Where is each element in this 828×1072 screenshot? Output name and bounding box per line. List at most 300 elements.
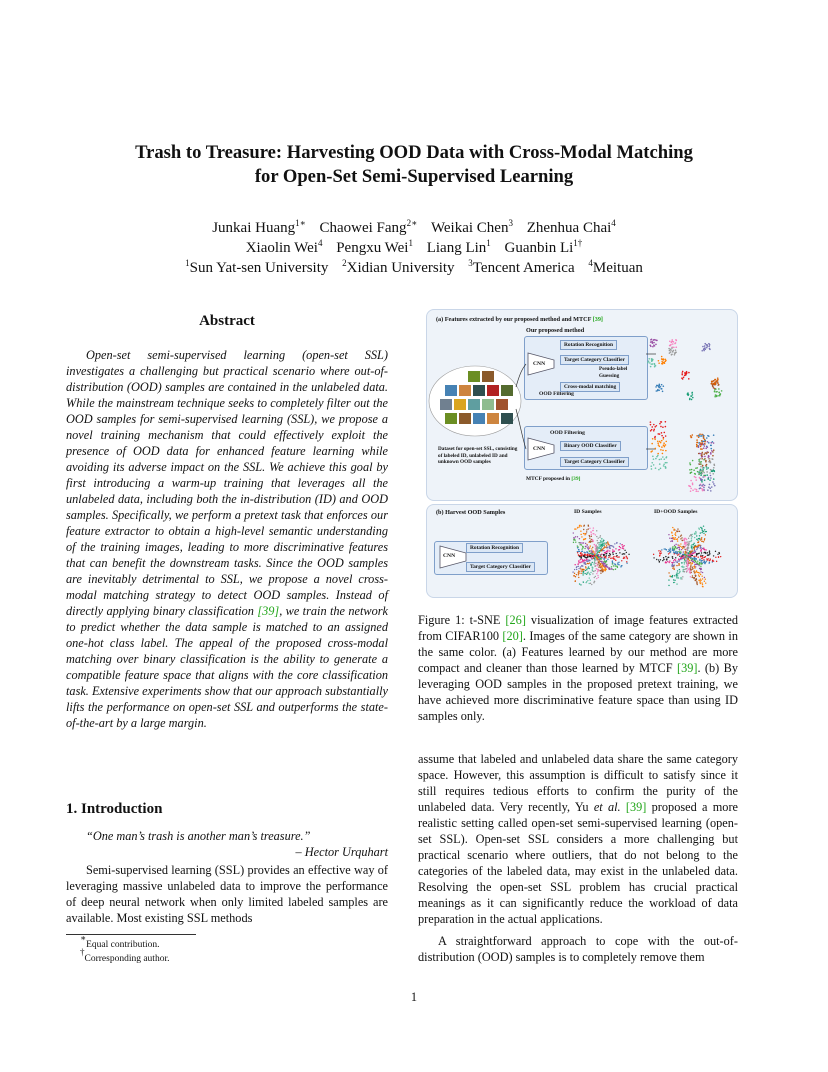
tsne-point [615, 548, 616, 549]
tsne-point [653, 430, 655, 432]
tsne-point [681, 546, 682, 547]
tsne-point [626, 561, 627, 562]
tsne-point [588, 553, 589, 554]
target-classifier-box: Target Category Classifier [466, 562, 535, 572]
tsne-point [623, 558, 624, 559]
tsne-point [614, 563, 615, 564]
tsne-point [695, 555, 696, 556]
tsne-point [615, 568, 616, 569]
tsne-point [575, 542, 576, 543]
tsne-point [699, 529, 700, 530]
tsne-point [699, 544, 700, 545]
tsne-point [657, 440, 659, 442]
tsne-point [689, 553, 690, 554]
tsne-point [672, 546, 673, 547]
tsne-point [708, 554, 709, 555]
tsne-point [718, 556, 719, 557]
tsne-point [624, 557, 625, 558]
tsne-point [670, 541, 671, 542]
mtcf-note: MTCF proposed in [39] [526, 476, 581, 482]
tsne-point [593, 551, 594, 552]
tsne-point [702, 586, 703, 587]
tsne-point [650, 339, 652, 341]
tsne-point [701, 568, 702, 569]
tsne-point [575, 536, 576, 537]
tsne-point [696, 549, 697, 550]
tsne-point [674, 565, 675, 566]
tsne-point [608, 557, 609, 558]
tsne-point [706, 466, 708, 468]
tsne-point [688, 545, 689, 546]
citation-link[interactable]: [39] [592, 316, 603, 323]
tsne-point [675, 544, 676, 545]
cnn-label: CNN [443, 553, 456, 559]
author: Liang Lin$^1$ [426, 238, 491, 256]
tsne-point [674, 546, 675, 547]
tsne-point [681, 374, 683, 376]
tsne-point [672, 350, 674, 352]
tsne-point [695, 572, 696, 573]
tsne-point [621, 565, 622, 566]
tsne-point [586, 554, 587, 555]
tsne-point [658, 469, 660, 471]
tsne-point [589, 560, 590, 561]
citation-link[interactable]: [39] [620, 800, 647, 814]
tsne-point [578, 572, 579, 573]
tsne-point [668, 579, 669, 580]
tsne-point [595, 552, 596, 553]
tsne-point [665, 444, 667, 446]
tsne-point [709, 479, 711, 481]
tsne-point [614, 565, 615, 566]
tsne-point [617, 562, 618, 563]
tsne-point [702, 578, 703, 579]
tsne-point [720, 556, 721, 557]
tsne-point [709, 488, 711, 490]
tsne-point [693, 469, 695, 471]
tsne-point [675, 560, 676, 561]
tsne-point [609, 568, 610, 569]
tsne-point [706, 558, 707, 559]
tsne-point [709, 550, 710, 551]
tsne-point [584, 533, 585, 534]
tsne-point [677, 540, 678, 541]
tsne-point [703, 541, 704, 542]
tsne-point [704, 345, 706, 347]
tsne-point [713, 560, 714, 561]
tsne-point [706, 560, 707, 561]
tsne-point [704, 441, 706, 443]
tsne-point [606, 566, 607, 567]
tsne-point [592, 547, 593, 548]
author: Pengxu Wei$^1$ [336, 238, 413, 256]
tsne-point [663, 458, 665, 460]
tsne-point [585, 564, 586, 565]
tsne-point [671, 354, 673, 356]
tsne-point [581, 536, 582, 537]
tsne-point [648, 358, 650, 360]
tsne-point [701, 558, 702, 559]
tsne-point [686, 560, 687, 561]
tsne-point [604, 554, 605, 555]
tsne-point [580, 542, 581, 543]
tsne-point [672, 547, 673, 548]
tsne-point [583, 542, 584, 543]
tsne-point [715, 557, 716, 558]
tsne-point [606, 547, 607, 548]
tsne-point [667, 561, 668, 562]
tsne-point [703, 472, 705, 474]
tsne-point [696, 539, 697, 540]
tsne-point [685, 543, 686, 544]
tsne-point [587, 563, 588, 564]
tsne-point [700, 442, 702, 444]
tsne-point [603, 540, 604, 541]
tsne-point [707, 552, 708, 553]
tsne-point [680, 538, 681, 539]
tsne-point [700, 479, 702, 481]
tsne-point [663, 385, 665, 387]
tsne-point [703, 489, 705, 491]
tsne-point [674, 353, 676, 355]
tsne-point [699, 568, 700, 569]
tsne-point [708, 477, 710, 479]
tsne-point [688, 543, 689, 544]
tsne-point [693, 547, 694, 548]
tsne-point [598, 550, 599, 551]
tsne-point [660, 553, 661, 554]
tsne-point [704, 552, 705, 553]
tsne-point [711, 381, 713, 383]
tsne-point [626, 562, 627, 563]
tsne-point [690, 464, 692, 466]
tsne-point [658, 360, 660, 362]
tsne-point [578, 549, 579, 550]
tsne-point [704, 445, 706, 447]
tsne-point [698, 572, 699, 573]
tsne-point [692, 577, 693, 578]
tsne-point [679, 549, 680, 550]
tsne-point [577, 536, 578, 537]
tsne-point [691, 562, 692, 563]
tsne-point [689, 551, 690, 552]
tsne-point [696, 582, 697, 583]
tsne-point [698, 436, 700, 438]
tsne-point [704, 443, 706, 445]
tsne-point [686, 541, 687, 542]
tsne-point [692, 489, 694, 491]
tsne-point [665, 462, 667, 464]
tsne-point [668, 585, 669, 586]
tsne-point [617, 566, 618, 567]
paper-title [60, 141, 768, 189]
tsne-point [599, 558, 600, 559]
tsne-point [673, 341, 675, 343]
tsne-point [719, 395, 721, 397]
tsne-point [698, 446, 700, 448]
tsne-point [682, 378, 684, 380]
tsne-point [597, 575, 598, 576]
tsne-point [682, 371, 684, 373]
tsne-point [594, 558, 595, 559]
tsne-point [704, 581, 705, 582]
tsne-point [710, 475, 712, 477]
binary-ood-classifier-box: Binary OOD Classifier [560, 441, 621, 451]
tsne-point [702, 548, 703, 549]
tsne-point [583, 581, 584, 582]
tsne-point [676, 548, 677, 549]
tsne-point [695, 575, 696, 576]
tsne-point [700, 547, 701, 548]
tsne-point [665, 360, 667, 362]
citation-link[interactable]: [39] [257, 604, 280, 618]
tsne-point [658, 386, 660, 388]
tsne-point [681, 555, 682, 556]
tsne-point [674, 575, 675, 576]
tsne-point [660, 388, 662, 390]
tsne-point [589, 562, 590, 563]
tsne-point [609, 553, 610, 554]
tsne-point [665, 450, 667, 452]
tsne-point [613, 565, 614, 566]
tsne-point [684, 558, 685, 559]
tsne-point [699, 461, 701, 463]
tsne-point [697, 442, 699, 444]
tsne-point [708, 442, 710, 444]
tsne-point [614, 551, 615, 552]
tsne-point [597, 542, 598, 543]
tsne-point [691, 436, 693, 438]
tsne-point [587, 552, 588, 553]
tsne-point [674, 354, 676, 356]
tsne-point [585, 557, 586, 558]
tsne-point [693, 571, 694, 572]
tsne-point [587, 580, 588, 581]
tsne-point [593, 533, 594, 534]
tsne-point [662, 453, 664, 455]
tsne-point [671, 562, 672, 563]
tsne-point [691, 546, 692, 547]
tsne-point [670, 551, 671, 552]
tsne-point [694, 546, 695, 547]
tsne-point [618, 562, 619, 563]
tsne-point [701, 548, 702, 549]
citation-link[interactable]: [39] [676, 661, 698, 675]
tsne-point [618, 549, 619, 550]
tsne-point [707, 446, 709, 448]
tsne-point [684, 569, 685, 570]
tsne-point [709, 553, 710, 554]
tsne-point [681, 549, 682, 550]
dataset-note: Dataset for open-set SSL, consisting of labeled ID, unlabeled ID and unknown OOD samples [438, 446, 518, 465]
tsne-point [577, 547, 578, 548]
tsne-point [598, 567, 599, 568]
tsne-point [701, 539, 702, 540]
tsne-point [703, 350, 705, 352]
tsne-point [586, 559, 587, 560]
tsne-point [718, 388, 720, 390]
tsne-point [701, 452, 703, 454]
tsne-point [595, 534, 596, 535]
tsne-point [589, 547, 590, 548]
tsne-point [700, 555, 701, 556]
tsne-point [611, 557, 612, 558]
tsne-point [598, 559, 599, 560]
tsne-point [583, 539, 584, 540]
citation-link[interactable]: [20] [502, 629, 523, 643]
tsne-point [668, 562, 669, 563]
author-line-2 [60, 238, 768, 258]
tsne-point [701, 532, 702, 533]
tsne-point [661, 432, 663, 434]
tsne-point [691, 535, 692, 536]
tsne-point [585, 582, 586, 583]
tsne-point [672, 563, 673, 564]
tsne-point [593, 563, 594, 564]
tsne-point [675, 557, 676, 558]
tsne-point [703, 487, 705, 489]
tsne-point [692, 550, 693, 551]
tsne-point [610, 558, 611, 559]
tsne-point [684, 539, 685, 540]
tsne-point [655, 386, 657, 388]
tsne-point [706, 347, 708, 349]
tsne-point [695, 467, 697, 469]
tsne-point [703, 559, 704, 560]
tsne-point [650, 366, 652, 368]
tsne-point [580, 568, 581, 569]
tsne-point [622, 546, 623, 547]
tsne-point [691, 399, 693, 401]
tsne-point [659, 463, 661, 465]
tsne-point [607, 559, 608, 560]
tsne-point [681, 558, 682, 559]
tsne-point [675, 349, 677, 351]
tsne-point [681, 537, 682, 538]
tsne-point [589, 574, 590, 575]
tsne-point [700, 566, 701, 567]
tsne-point [715, 551, 716, 552]
tsne-point [701, 479, 703, 481]
tsne-point [587, 561, 588, 562]
tsne-point [695, 559, 696, 560]
tsne-point [690, 566, 691, 567]
tsne-point [708, 486, 710, 488]
intro-paragraph: Semi-supervised learning (SSL) provides an effective way of leveraging massive unlabeled data to improve the performance of deep neural network when only limited labeled samples are available. Most existing SSL methods [66, 863, 388, 925]
tsne-point [591, 541, 592, 542]
id-samples-label: ID Samples [574, 509, 602, 515]
tsne-point [702, 346, 704, 348]
tsne-point [663, 438, 665, 440]
tsne-point [581, 555, 582, 556]
affiliation: $^4$Meituan [588, 258, 643, 276]
tsne-point [704, 343, 706, 345]
tsne-point [701, 455, 703, 457]
tsne-point [708, 343, 710, 345]
tsne-point [686, 570, 687, 571]
tsne-point [594, 581, 595, 582]
tsne-point [683, 566, 684, 567]
tsne-point [679, 571, 680, 572]
tsne-point [694, 473, 696, 475]
target-classifier-box: Target Category Classifier [560, 355, 629, 365]
tsne-point [708, 456, 710, 458]
tsne-point [583, 529, 584, 530]
tsne-point [653, 342, 655, 344]
tsne-point [592, 530, 593, 531]
tsne-point [686, 543, 687, 544]
tsne-point [600, 542, 601, 543]
tsne-point [695, 532, 696, 533]
rotation-recognition-box: Rotation Recognition [560, 340, 617, 350]
tsne-point [605, 565, 606, 566]
citation-link[interactable]: [26] [505, 613, 526, 627]
tsne-point [701, 485, 703, 487]
tsne-point [582, 547, 583, 548]
tsne-point [580, 531, 581, 532]
tsne-point [654, 366, 656, 368]
footnote: ∗Equal contribution. [80, 933, 160, 950]
citation-link[interactable]: [39] [571, 476, 581, 482]
tsne-point [707, 489, 709, 491]
tsne-point [682, 554, 683, 555]
tsne-point [603, 543, 604, 544]
tsne-point [665, 562, 666, 563]
tsne-point [662, 391, 664, 393]
tsne-point [698, 463, 700, 465]
tsne-point [673, 539, 674, 540]
tsne-point [655, 458, 657, 460]
tsne-point [580, 573, 581, 574]
tsne-point [701, 528, 702, 529]
tsne-point [595, 556, 596, 557]
tsne-point [674, 534, 675, 535]
tsne-point [696, 439, 698, 441]
tsne-point [664, 466, 666, 468]
title-line-2: for Open-Set Semi-Supervised Learning [254, 166, 574, 187]
tsne-point [700, 532, 701, 533]
tsne-point [680, 543, 681, 544]
tsne-point [703, 533, 704, 534]
tsne-point [578, 568, 579, 569]
tsne-point [690, 555, 691, 556]
tsne-point [700, 539, 701, 540]
tsne-point [585, 566, 586, 567]
tsne-point [591, 534, 592, 535]
tsne-point [585, 546, 586, 547]
tsne-point [651, 443, 653, 445]
tsne-point [714, 382, 716, 384]
tsne-point [680, 546, 681, 547]
tsne-point [660, 449, 662, 451]
tsne-point [661, 446, 663, 448]
tsne-point [702, 484, 704, 486]
tsne-point [586, 574, 587, 575]
tsne-point [599, 570, 600, 571]
tsne-point [701, 552, 702, 553]
tsne-point [705, 562, 706, 563]
tsne-point [671, 342, 673, 344]
tsne-point [669, 352, 671, 354]
tsne-point [688, 378, 690, 380]
tsne-point [711, 471, 713, 473]
tsne-point [657, 453, 659, 455]
tsne-point [577, 527, 578, 528]
tsne-point [577, 552, 578, 553]
tsne-point [675, 346, 677, 348]
tsne-point [681, 372, 683, 374]
tsne-point [580, 566, 581, 567]
